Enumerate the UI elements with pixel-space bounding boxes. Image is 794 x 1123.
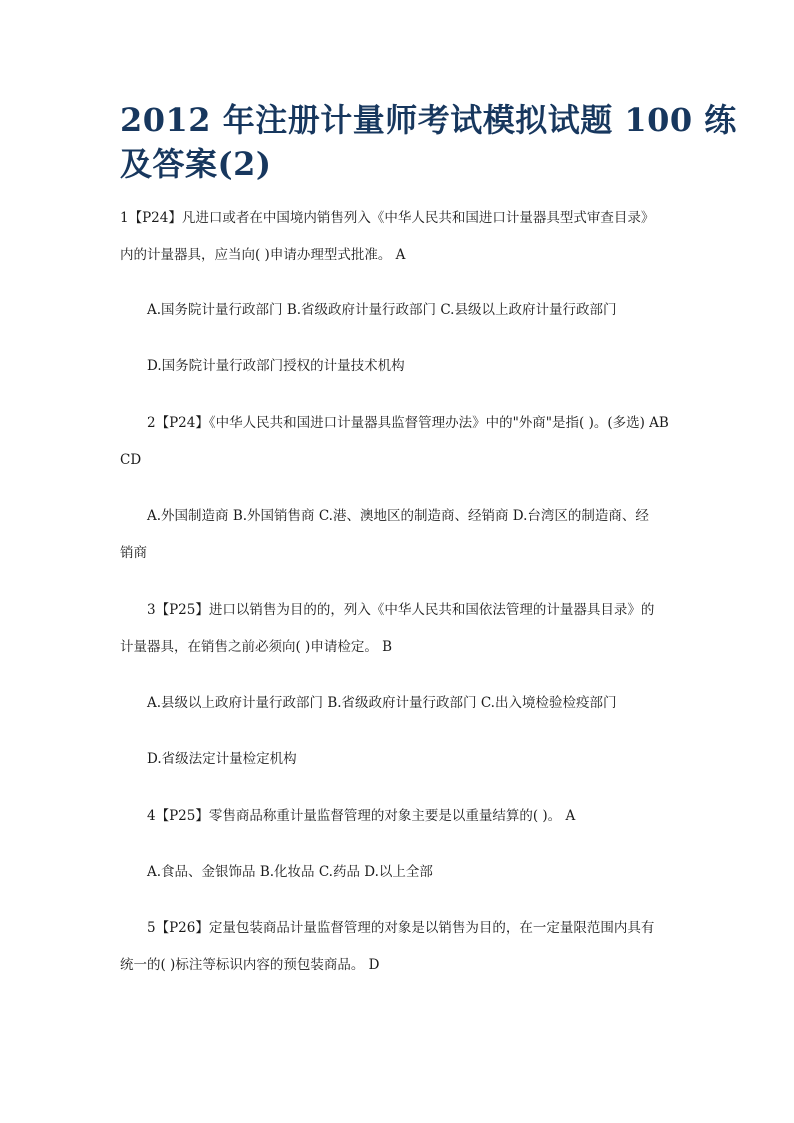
question-1-line-1: 1【P24】凡进口或者在中国境内销售列入《中华人民共和国进口计量器具型式审查目录》 [120, 210, 655, 226]
question-1-line-2: 内的计量器具，应当向( )申请办理型式批准。 A [120, 247, 406, 263]
question-5 [120, 910, 680, 984]
question-3-option-d-line: D.省级法定计量检定机构 [147, 751, 297, 767]
question-3-option-d [120, 741, 707, 778]
question-3-line-1: 3【P25】进口以销售为目的的，列入《中华人民共和国依法管理的计量器具目录》的 [147, 602, 655, 618]
question-3-line-2: 计量器具，在销售之前必须向( )申请检定。 B [120, 639, 393, 655]
question-2-line-1: 2【P24】《中华人民共和国进口计量器具监督管理办法》中的"外商"是指( )。(多选) AB [147, 415, 669, 431]
question-3-options-abc-line: A.县级以上政府计量行政部门 B.省级政府计量行政部门 C.出入境检验检疫部门 [147, 695, 617, 711]
question-4-options [120, 854, 707, 891]
question-5-line-2: 统一的( )标注等标识内容的预包装商品。 D [120, 957, 380, 973]
question-2-line-2: CD [120, 452, 142, 468]
question-4-line-1: 4【P25】零售商品称重计量监督管理的对象主要是以重量结算的( )。 A [147, 808, 576, 824]
document-title [120, 98, 737, 186]
title-line-1: 2012 年注册计量师考试模拟试题 100 练 [120, 101, 737, 139]
question-4-options-line: A.食品、金银饰品 B.化妆品 C.药品 D.以上全部 [147, 864, 433, 880]
question-4 [120, 798, 707, 835]
title-line-2: 及答案(2) [120, 145, 272, 183]
question-1-option-d [120, 348, 707, 385]
question-1 [120, 200, 680, 274]
question-2-options-line-2: 销商 [120, 545, 147, 561]
question-1-option-d-line: D.国务院计量行政部门授权的计量技术机构 [147, 358, 405, 374]
question-2 [120, 405, 680, 479]
question-2-options-line-1: A.外国制造商 B.外国销售商 C.港、澳地区的制造商、经销商 D.台湾区的制造商、经 [147, 508, 649, 524]
question-5-line-1: 5【P26】定量包装商品计量监督管理的对象是以销售为目的，在一定量限范围内具有 [147, 920, 655, 936]
question-3 [120, 592, 680, 666]
question-1-options-abc-line: A.国务院计量行政部门 B.省级政府计量行政部门 C.县级以上政府计量行政部门 [147, 302, 617, 318]
question-3-options-abc [120, 685, 707, 722]
question-1-options-abc [120, 292, 707, 329]
question-2-options [120, 498, 680, 572]
